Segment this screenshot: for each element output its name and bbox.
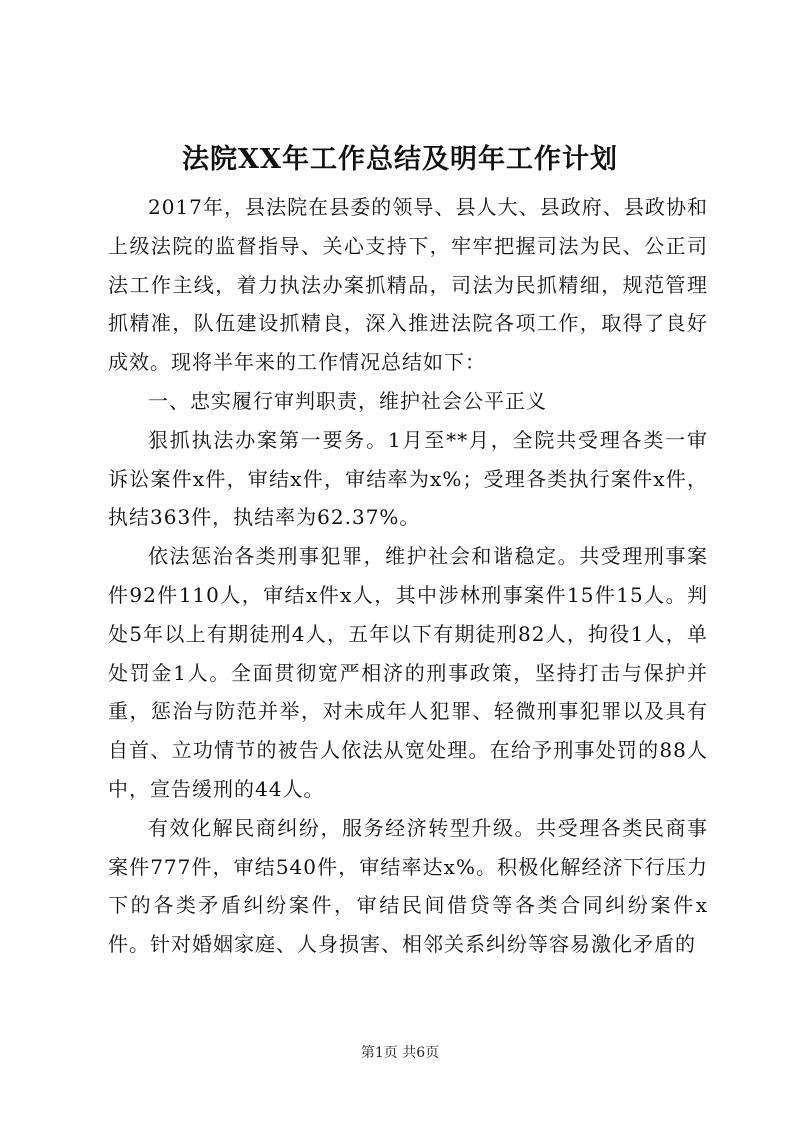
section-heading-1: 一、忠实履行审判职责，维护社会公平正义 <box>148 388 547 413</box>
paragraph-intro: 2017年，县法院在县委的领导、县人大、县政府、县政协和上级法院的监督指导、关心支持下，牢牢把握司法为民、公正司法工作主线，着力执法办案抓精品，司法为民抓精细，规范管理抓精准，队伍建设抓精良，深入推进法院各项工作，取得了良好成效。现将半年来的工作情况总结如下： <box>108 195 708 375</box>
paragraph-criminal: 依法惩治各类刑事犯罪，维护社会和谐稳定。共受理刑事案件92件110人，审结x件x人，其中涉林刑事案件15件15人。判处5年以上有期徒刑4人，五年以下有期徒刑82人，拘役1人，单处罚金1人。全面贯彻宽严相济的刑事政策，坚持打击与保护并重，惩治与防范并举，对未成年人犯罪、轻微刑事犯罪以及具有自首、立功情节的被告人依法从宽处理。在给予刑事处罚的88人中，宣告缓刑的44人。 <box>108 544 708 801</box>
paragraph-civil-commercial: 有效化解民商纠纷，服务经济转型升级。共受理各类民商事案件777件，审结540件，审结率达x%。积极化解经济下行压力下的各类矛盾纠纷案件，审结民间借贷等各类合同纠纷案件x件。针对婚姻家庭、人身损害、相邻关系纠纷等容易激化矛盾的 <box>108 815 708 957</box>
document-body <box>108 188 708 964</box>
document-title: 法院XX年工作总结及明年工作计划 <box>182 144 618 175</box>
page-footer: 第1页 共6页 <box>360 1045 440 1061</box>
paragraph-case-handling: 狠抓执法办案第一要务。1月至**月，全院共受理各类一审诉讼案件x件，审结x件，审结率为x%；受理各类执行案件x件，执结363件，执结率为62.37%。 <box>108 427 708 530</box>
